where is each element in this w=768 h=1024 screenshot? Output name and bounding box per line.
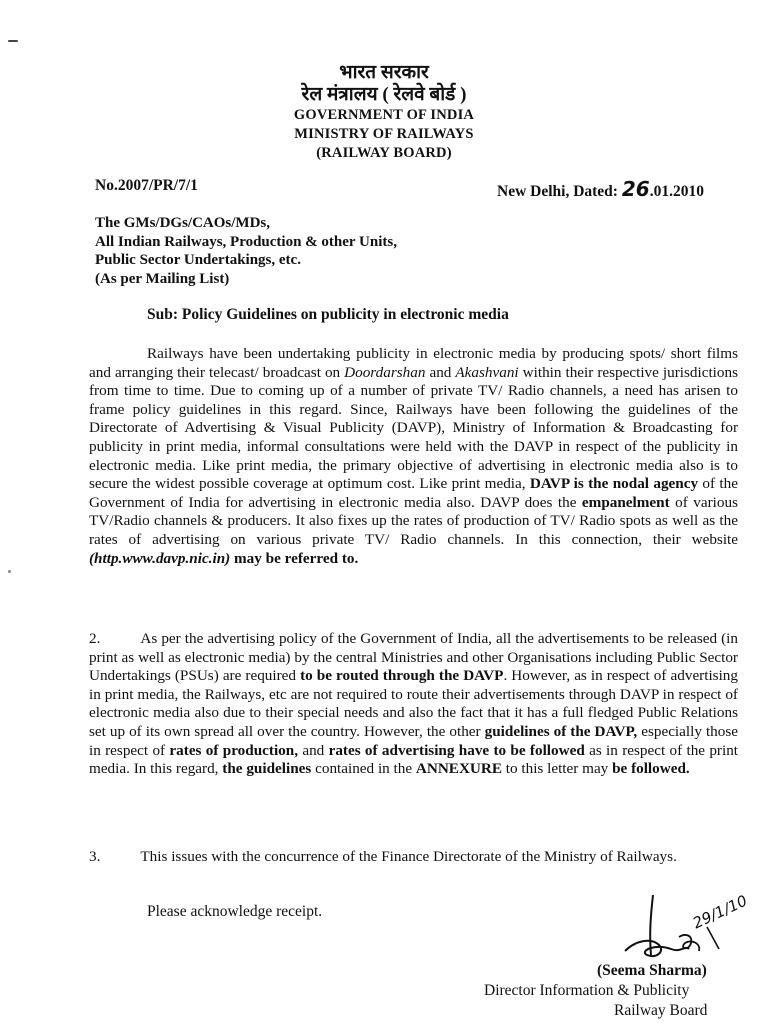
signatory-name: (Seema Sharma) [597,962,707,979]
akashvani-text: Akashvani [455,363,519,381]
signatory-designation: Director Information & Publicity [484,982,690,999]
closing-line: Please acknowledge receipt. [147,903,323,920]
para3-text: This issues with the concurrence of the Finance Directorate of the Ministry of Railways. [140,848,677,865]
para2-number: 2. [89,630,101,647]
government-line: GOVERNMENT OF INDIA [293,107,475,123]
para3-number: 3. [89,848,101,865]
para2-bold: ANNEXURE [415,760,502,778]
para1-text: and [425,363,456,381]
addressee-line: (As per Mailing List) [95,270,230,287]
paragraph-3 [89,848,738,867]
board-line: (RAILWAY BOARD) [316,145,452,161]
nodal-agency-text: DAVP is the nodal agency [529,475,699,493]
date-rest: .01.2010 [649,183,704,200]
para2-text: to this letter may [501,760,613,778]
para2-text: contained in the [311,760,416,778]
para2-bold: to be routed through the DAVP [300,667,504,685]
addressee-line: All Indian Railways, Production & other Units, [95,233,397,250]
letterhead [0,62,768,163]
addressee-line: The GMs/DGs/CAOs/MDs, [95,215,271,231]
scan-speck [8,40,18,42]
para1-text: of the Government of India for advertising in electronic media also. DAVP does the [89,475,738,511]
para1-text: within their respective jurisdictions from time to time. Due to coming up of a number of private TV/ Radio channels, a need has arisen to frame policy guidelines in this regard. Since, Railways have been following the guidelines of the Directorate of Advertising & Visual Publicity (DAVP), Ministry of Information & Broadcasting for publicity in print media, informal consultations were held with the DAVP in respect of the publicity in electronic media. Like print media, the primary objective of advertising in electronic media also is to secure the widest possible coverage at optimum cost. Like print media, [89,363,738,493]
reference-number: No.2007/PR/7/1 [95,177,198,194]
scan-speck [8,570,11,573]
hindi-title-line2: रेल मंत्रालय ( रेलवे बोर्ड ) [301,84,467,105]
para2-bold: rates of production, [169,741,299,759]
para1-text: Railways have been undertaking publicity in electronic media by producing spots/ short films and arranging their telecast/ broadcast on [89,345,738,381]
ministry-line: MINISTRY OF RAILWAYS [294,126,474,142]
para2-bold: the guidelines [222,760,312,778]
subject-line: Sub: Policy Guidelines on publicity in electronic media [147,306,509,323]
para2-bold: be followed. [612,760,690,778]
signatory-office: Railway Board [614,1002,708,1019]
date-prefix: New Delhi, Dated: [497,183,618,200]
para2-text: and [298,741,329,759]
handwritten-signature-date: 29/1/10 [690,891,751,933]
place-date [497,177,704,201]
handwritten-day: 26 [621,177,650,201]
hindi-title-line1: भारत सरकार [339,62,429,83]
para2-text: especially those in respect of [89,722,739,759]
empanelment-text: empanelment [581,493,670,511]
paragraph-2 [89,630,738,779]
para2-bold: rates of advertising have to be followed [328,741,585,759]
doordarshan-text: Doordarshan [344,363,426,381]
referred-text: may be referred to. [230,549,359,567]
para2-text: as in respect of the print media. In this regard, [89,741,739,778]
paragraph-1 [89,345,738,568]
para1-text: of various TV/Radio channels & producers. It also fixes up the rates of production of TV/ Radio spots as well as the rates of advertising on various private TV/ Radio channels. In this connection, their website [89,493,738,548]
website-text: (http.www.davp.nic.in) [89,549,231,567]
para2-bold: guidelines of the DAVP, [484,722,638,740]
para2-text: As per the advertising policy of the Government of India, all the advertisements to be released (in print as well as electronic media) by the central Ministries and other Organisations including Public Sector Undertakings (PSUs) are required [89,630,738,685]
addressee-line: Public Sector Undertakings, etc. [95,252,301,268]
para2-text: . However, as in respect of advertising in print media, the Railways, etc are not required to route their advertisements through DAVP in respect of electronic media also due to their special needs and also the fact that it has a full fledged Public Relations set up of its own spread all over the country. However, the other [89,667,738,740]
addressee-block [95,214,397,288]
